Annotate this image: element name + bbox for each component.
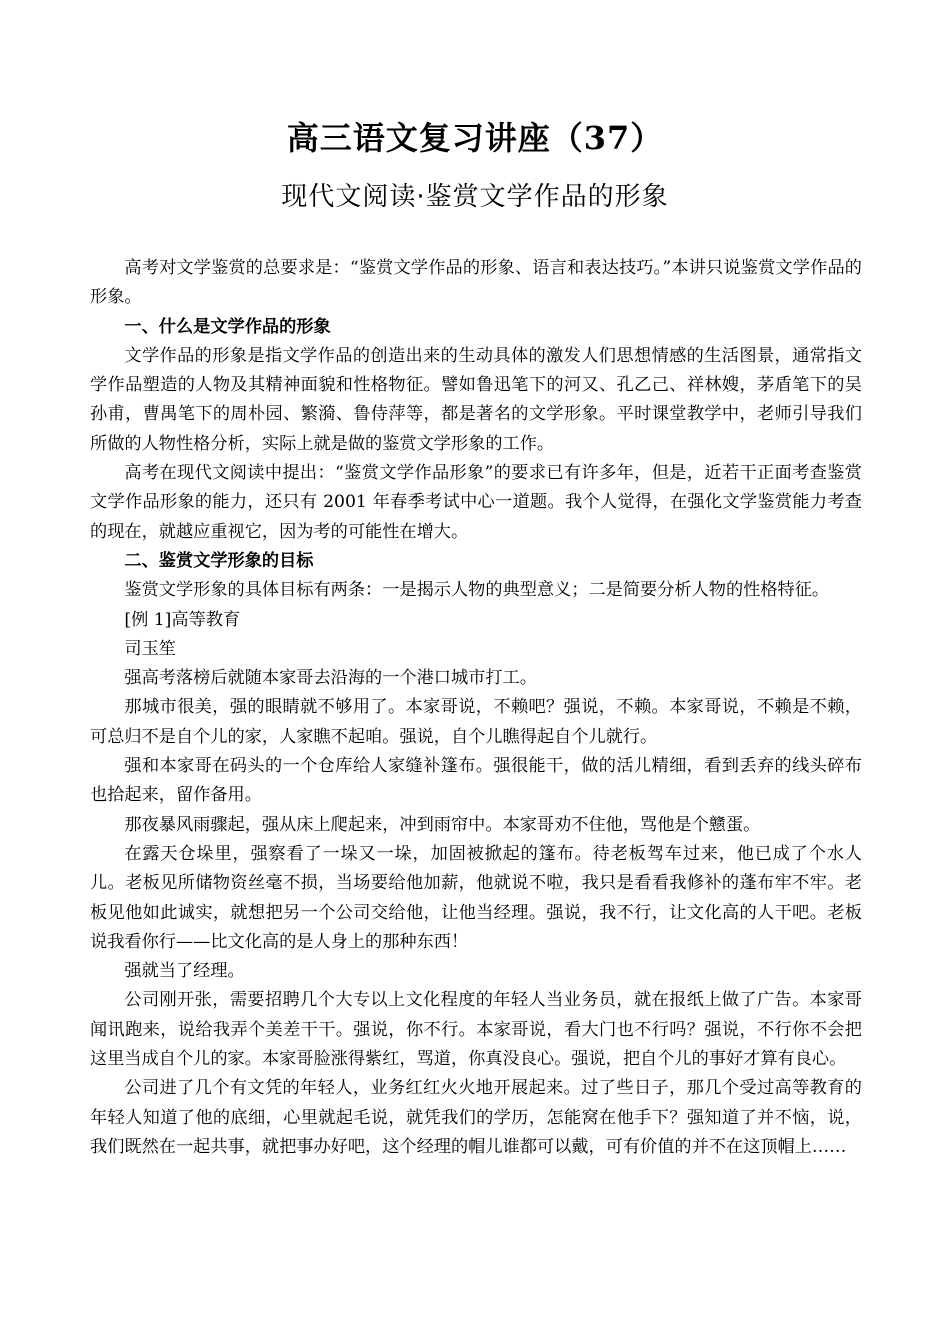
section-heading-1: 一、什么是文学作品的形象 <box>124 316 331 337</box>
story-paragraph: 那城市很美，强的眼睛就不够用了。本家哥说，不赖吧？强说，不赖。本家哥说，不赖是不赖，可总归不是自个儿的家，人家瞧不起咱。强说，自个儿瞧得起自个儿就行。 <box>90 697 862 747</box>
story-paragraph: 公司刚开张，需要招聘几个大专以上文化程度的年轻人当业务员，就在报纸上做了广告。本家哥闻讯跑来，说给我弄个美差干干。强说，你不行。本家哥说，看大门也不行吗？强说，不行你不会把这里当成自个儿的家。本家哥脸涨得紫红，骂道，你真没良心。强说，把自个儿的事好才算有良心。 <box>90 990 862 1070</box>
example-author: 司玉笙 <box>124 638 176 659</box>
section-heading-2: 二、鉴赏文学形象的目标 <box>124 550 314 571</box>
body-paragraph: 文学作品的形象是指文学作品的创造出来的生动具体的激发人们思想情感的生活图景，通常指文学作品塑造的人物及其精神面貌和性格物征。譬如鲁迅笔下的河又、孔乙己、祥林嫂，茅盾笔下的吴孙甫，曹禺笔下的周朴园、繁漪、鲁侍萍等，都是著名的文学形象。平时课堂教学中，老师引导我们所做的人物性格分析，实际上就是做的鉴赏文学形象的工作。 <box>90 345 862 454</box>
document-title: 高三语文复习讲座（37） <box>286 119 664 157</box>
document-body <box>90 254 862 1162</box>
story-paragraph: 强就当了经理。 <box>124 961 245 982</box>
story-paragraph: 强高考落榜后就随本家哥去沿海的一个港口城市打工。 <box>124 668 537 689</box>
example-label: [例 1]高等教育 <box>124 609 241 630</box>
story-paragraph: 强和本家哥在码头的一个仓库给人家缝补篷布。强很能干，做的活儿精细，看到丢弃的线头碎布也拾起来，留作备用。 <box>90 756 862 806</box>
document-subtitle: 现代文阅读·鉴赏文学作品的形象 <box>281 182 669 212</box>
story-paragraph: 在露天仓垛里，强察看了一垛又一垛，加固被掀起的篷布。待老板驾车过来，他已成了个水人儿。老板见所储物资丝毫不损，当场要给他加薪，他就说不啦，我只是看看我修补的蓬布牢不牢。老板见他如此诚实，就想把另一个公司交给他，让他当经理。强说，我不行，让文化高的人干吧。老板说我看你行——比文化高的是人身上的那种东西！ <box>90 843 862 952</box>
body-paragraph: 高考在现代文阅读中提出：“鉴赏文学作品形象”的要求已有许多年，但是，近若干正面考查鉴赏文学作品形象的能力，还只有 2001 年春季考试中心一道题。我个人觉得，在强化文学鉴赏能力考查的现在，就越应重视它，因为考的可能性在增大。 <box>90 463 862 542</box>
body-paragraph: 鉴赏文学形象的具体目标有两条：一是揭示人物的典型意义；二是简要分析人物的性格特征。 <box>124 580 830 601</box>
story-paragraph: 公司进了几个有文凭的年轻人，业务红红火火地开展起来。过了些日子，那几个受过高等教育的年轻人知道了他的底细，心里就起毛说，就凭我们的学历，怎能窝在他手下？强知道了并不恼，说，我们既然在一起共事，就把事办好吧，这个经理的帽儿谁都可以戴，可有价值的并不在这顶帽上…… <box>90 1078 862 1157</box>
intro-paragraph: 高考对文学鉴赏的总要求是：“鉴赏文学作品的形象、语言和表达技巧。”本讲只说鉴赏文学作品的形象。 <box>90 258 862 308</box>
story-paragraph: 那夜暴风雨骤起，强从床上爬起来，冲到雨帘中。本家哥劝不住他，骂他是个戆蛋。 <box>124 814 761 835</box>
